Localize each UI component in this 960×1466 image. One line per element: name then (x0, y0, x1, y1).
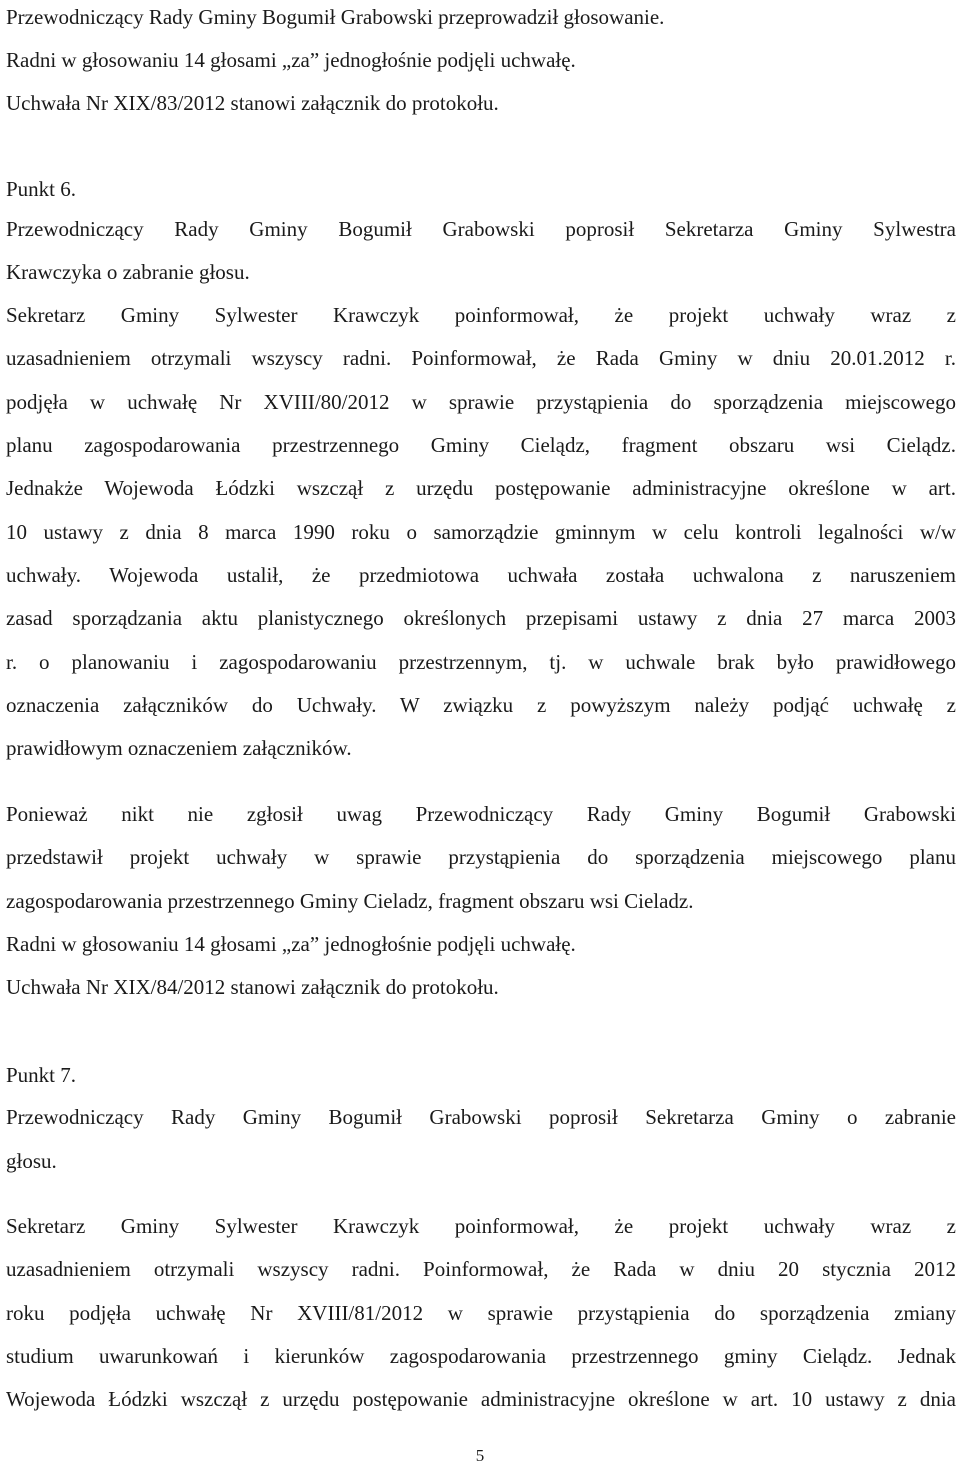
text-line: roku podjęła uchwałę Nr XVIII/81/2012 w sprawie przystąpienia do sporządzenia zmiany (6, 1301, 956, 1325)
text-line: prawidłowym oznaczeniem załączników. (6, 736, 352, 760)
text-line: Sekretarz Gminy Sylwester Krawczyk poinformował, że projekt uchwały wraz z (6, 1214, 956, 1238)
text-line: r. o planowaniu i zagospodarowaniu przestrzennym, tj. w uchwale brak było prawidłowego (6, 650, 956, 674)
text-line: uchwały. Wojewoda ustalił, że przedmiotowa uchwała została uchwalona z naruszeniem (6, 563, 956, 587)
text-line: 10 ustawy z dnia 8 marca 1990 roku o samorządzie gminnym w celu kontroli legalności w/w (6, 520, 956, 544)
text-line: uzasadnieniem otrzymali wszyscy radni. Poinformował, że Rada w dniu 20 stycznia 2012 (6, 1257, 956, 1281)
text-line: Jednakże Wojewoda Łódzki wszczął z urzędu postępowanie administracyjne określone w art. (6, 476, 956, 500)
text-line: Przewodniczący Rady Gminy Bogumił Grabowski poprosił Sekretarza Gminy Sylwestra (6, 217, 956, 241)
text-line: studium uwarunkowań i kierunków zagospodarowania przestrzennego gminy Cielądz. Jednak (6, 1344, 956, 1368)
text-line: zasad sporządzania aktu planistycznego określonych przepisami ustawy z dnia 27 marca 2003 (6, 606, 956, 630)
text-line: Przewodniczący Rady Gminy Bogumił Grabowski poprosił Sekretarza Gminy o zabranie (6, 1105, 956, 1129)
text-line: Ponieważ nikt nie zgłosił uwag Przewodniczący Rady Gminy Bogumił Grabowski (6, 802, 956, 826)
section-heading: Punkt 7. (6, 1063, 77, 1087)
page-number: 5 (475, 1446, 485, 1465)
text-line: Przewodniczący Rady Gminy Bogumił Grabowski przeprowadził głosowanie. (6, 5, 665, 29)
text-line: Sekretarz Gminy Sylwester Krawczyk poinformował, że projekt uchwały wraz z (6, 303, 956, 327)
text-line: planu zagospodarowania przestrzennego Gminy Cielądz, fragment obszaru wsi Cielądz. (6, 433, 956, 457)
text-line: Uchwała Nr XIX/84/2012 stanowi załącznik do protokołu. (6, 975, 499, 999)
text-line: oznaczenia załączników do Uchwały. W związku z powyższym należy podjąć uchwałę z (6, 693, 956, 717)
text-line: głosu. (6, 1149, 57, 1173)
text-line: uzasadnieniem otrzymali wszyscy radni. Poinformował, że Rada Gminy w dniu 20.01.2012 r. (6, 346, 956, 370)
text-line: Radni w głosowaniu 14 głosami „za” jednogłośnie podjęli uchwałę. (6, 48, 576, 72)
text-line: Uchwała Nr XIX/83/2012 stanowi załącznik do protokołu. (6, 91, 499, 115)
text-line: zagospodarowania przestrzennego Gminy Cieladz, fragment obszaru wsi Cieladz. (6, 889, 694, 913)
section-heading: Punkt 6. (6, 177, 77, 201)
text-line: Krawczyka o zabranie głosu. (6, 260, 250, 284)
text-line: przedstawił projekt uchwały w sprawie przystąpienia do sporządzenia miejscowego planu (6, 845, 956, 869)
text-line: Radni w głosowaniu 14 głosami „za” jednogłośnie podjęli uchwałę. (6, 932, 576, 956)
text-line: Wojewoda Łódzki wszczął z urzędu postępowanie administracyjne określone w art. 10 ustawy z dnia (6, 1387, 956, 1411)
text-line: podjęła w uchwałę Nr XVIII/80/2012 w sprawie przystąpienia do sporządzenia miejscowego (6, 390, 956, 414)
